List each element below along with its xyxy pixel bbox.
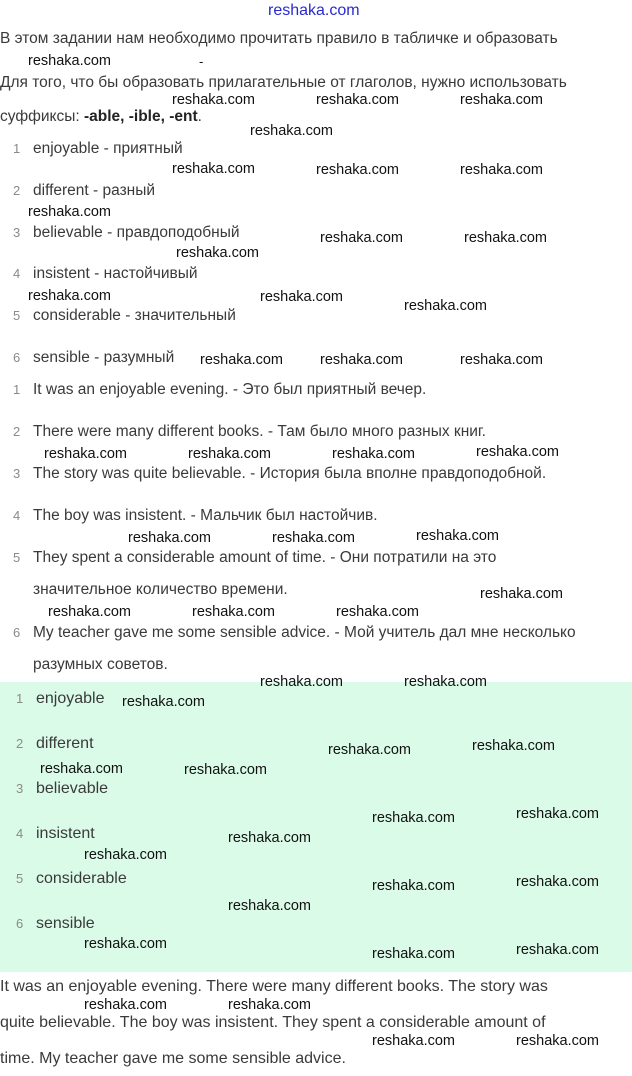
list-item: There were many different books. - Там было много разных книг. xyxy=(33,423,486,440)
summary-line-2: quite believable. The boy was insistent. They spent a considerable amount of xyxy=(0,1014,546,1031)
watermark: reshaka.com xyxy=(84,847,168,863)
list-number: 4 xyxy=(16,826,24,841)
dash: - xyxy=(199,54,204,69)
watermark: reshaka.com xyxy=(372,946,456,962)
watermark: reshaka.com xyxy=(84,997,168,1013)
watermark: reshaka.com xyxy=(250,123,334,139)
list-number: 6 xyxy=(13,350,21,365)
watermark: reshaka.com xyxy=(480,586,564,602)
list-number: 5 xyxy=(13,550,21,565)
watermark: reshaka.com xyxy=(460,352,544,368)
watermark: reshaka.com xyxy=(516,942,600,958)
intro-line-2: Для того, что бы образовать прилагательные от глаголов, нужно использовать xyxy=(0,74,567,91)
watermark: reshaka.com xyxy=(48,604,132,620)
list-item: enjoyable - приятный xyxy=(33,140,183,157)
watermark: reshaka.com xyxy=(172,161,256,177)
answer-item: considerable xyxy=(36,870,127,887)
list-number: 1 xyxy=(16,691,24,706)
answer-item: believable xyxy=(36,780,109,797)
watermark: reshaka.com xyxy=(416,528,500,544)
watermark: reshaka.com xyxy=(192,604,276,620)
list-item: They spent a considerable amount of time. - Они потратили на это xyxy=(33,549,497,566)
answer-item: sensible xyxy=(36,915,95,932)
watermark: reshaka.com xyxy=(28,53,112,69)
period: . xyxy=(197,108,202,125)
list-item: believable - правдоподобный xyxy=(33,224,240,241)
list-number: 5 xyxy=(13,308,21,323)
list-number: 5 xyxy=(16,871,24,886)
watermark: reshaka.com xyxy=(272,530,356,546)
list-item-continuation: разумных советов. xyxy=(33,656,168,673)
list-number: 6 xyxy=(13,625,21,640)
list-number: 6 xyxy=(16,916,24,931)
watermark: reshaka.com xyxy=(176,245,260,261)
list-item: considerable - значительный xyxy=(33,307,236,324)
list-number: 4 xyxy=(13,266,21,281)
list-number: 2 xyxy=(13,424,21,439)
summary-line-1: It was an enjoyable evening. There were many different books. The story was xyxy=(0,978,548,995)
watermark: reshaka.com xyxy=(44,446,128,462)
answer-item: insistent xyxy=(36,825,95,842)
watermark: reshaka.com xyxy=(184,762,268,778)
list-number: 1 xyxy=(13,141,21,156)
list-item: The story was quite believable. - История была вполне правдоподобной. xyxy=(33,465,547,482)
watermark: reshaka.com xyxy=(122,694,206,710)
list-number: 3 xyxy=(16,781,24,796)
intro-line-1: В этом задании нам необходимо прочитать правило в табличке и образовать xyxy=(0,30,558,47)
watermark: reshaka.com xyxy=(320,352,404,368)
watermark: reshaka.com xyxy=(316,162,400,178)
summary-line-3: time. My teacher gave me some sensible advice. xyxy=(0,1050,346,1067)
watermark: reshaka.com xyxy=(188,446,272,462)
watermark: reshaka.com xyxy=(316,92,400,108)
list-number: 2 xyxy=(16,736,24,751)
watermark: reshaka.com xyxy=(40,761,124,777)
answer-item: enjoyable xyxy=(36,690,105,707)
list-item: different - разный xyxy=(33,182,156,199)
watermark: reshaka.com xyxy=(516,874,600,890)
watermark: reshaka.com xyxy=(336,604,420,620)
answer-item: different xyxy=(36,735,94,752)
watermark: reshaka.com xyxy=(228,997,312,1013)
watermark: reshaka.com xyxy=(328,742,412,758)
site-title[interactable]: reshaka.com xyxy=(268,2,360,19)
watermark: reshaka.com xyxy=(516,806,600,822)
watermark: reshaka.com xyxy=(372,878,456,894)
list-number: 2 xyxy=(13,183,21,198)
watermark: reshaka.com xyxy=(128,530,212,546)
watermark: reshaka.com xyxy=(28,204,112,220)
watermark: reshaka.com xyxy=(516,1033,600,1049)
suffix-list: -able, -ible, -ent xyxy=(83,108,198,125)
watermark: reshaka.com xyxy=(200,352,284,368)
watermark: reshaka.com xyxy=(372,810,456,826)
list-item: My teacher gave me some sensible advice. - Мой учитель дал мне несколько xyxy=(33,624,576,641)
list-item: sensible - разумный xyxy=(33,349,175,366)
list-number: 4 xyxy=(13,508,21,523)
watermark: reshaka.com xyxy=(228,830,312,846)
watermark: reshaka.com xyxy=(228,898,312,914)
list-number: 3 xyxy=(13,225,21,240)
list-number: 3 xyxy=(13,466,21,481)
watermark: reshaka.com xyxy=(84,936,168,952)
watermark: reshaka.com xyxy=(372,1033,456,1049)
watermark: reshaka.com xyxy=(460,162,544,178)
list-item: insistent - настойчивый xyxy=(33,265,198,282)
watermark: reshaka.com xyxy=(320,230,404,246)
list-item: The boy was insistent. - Мальчик был настойчив. xyxy=(33,507,378,524)
watermark: reshaka.com xyxy=(260,289,344,305)
watermark: reshaka.com xyxy=(472,738,556,754)
watermark: reshaka.com xyxy=(172,92,256,108)
list-item-continuation: значительное количество времени. xyxy=(33,581,288,598)
watermark: reshaka.com xyxy=(404,298,488,314)
watermark: reshaka.com xyxy=(260,674,344,690)
watermark: reshaka.com xyxy=(332,446,416,462)
intro-line-3 xyxy=(0,108,202,126)
watermark: reshaka.com xyxy=(464,230,548,246)
list-item: It was an enjoyable evening. - Это был приятный вечер. xyxy=(33,381,427,398)
list-number: 1 xyxy=(13,382,21,397)
watermark: reshaka.com xyxy=(28,288,112,304)
suffix-label: суффиксы: xyxy=(0,108,84,125)
watermark: reshaka.com xyxy=(460,92,544,108)
watermark: reshaka.com xyxy=(404,674,488,690)
watermark: reshaka.com xyxy=(476,444,560,460)
